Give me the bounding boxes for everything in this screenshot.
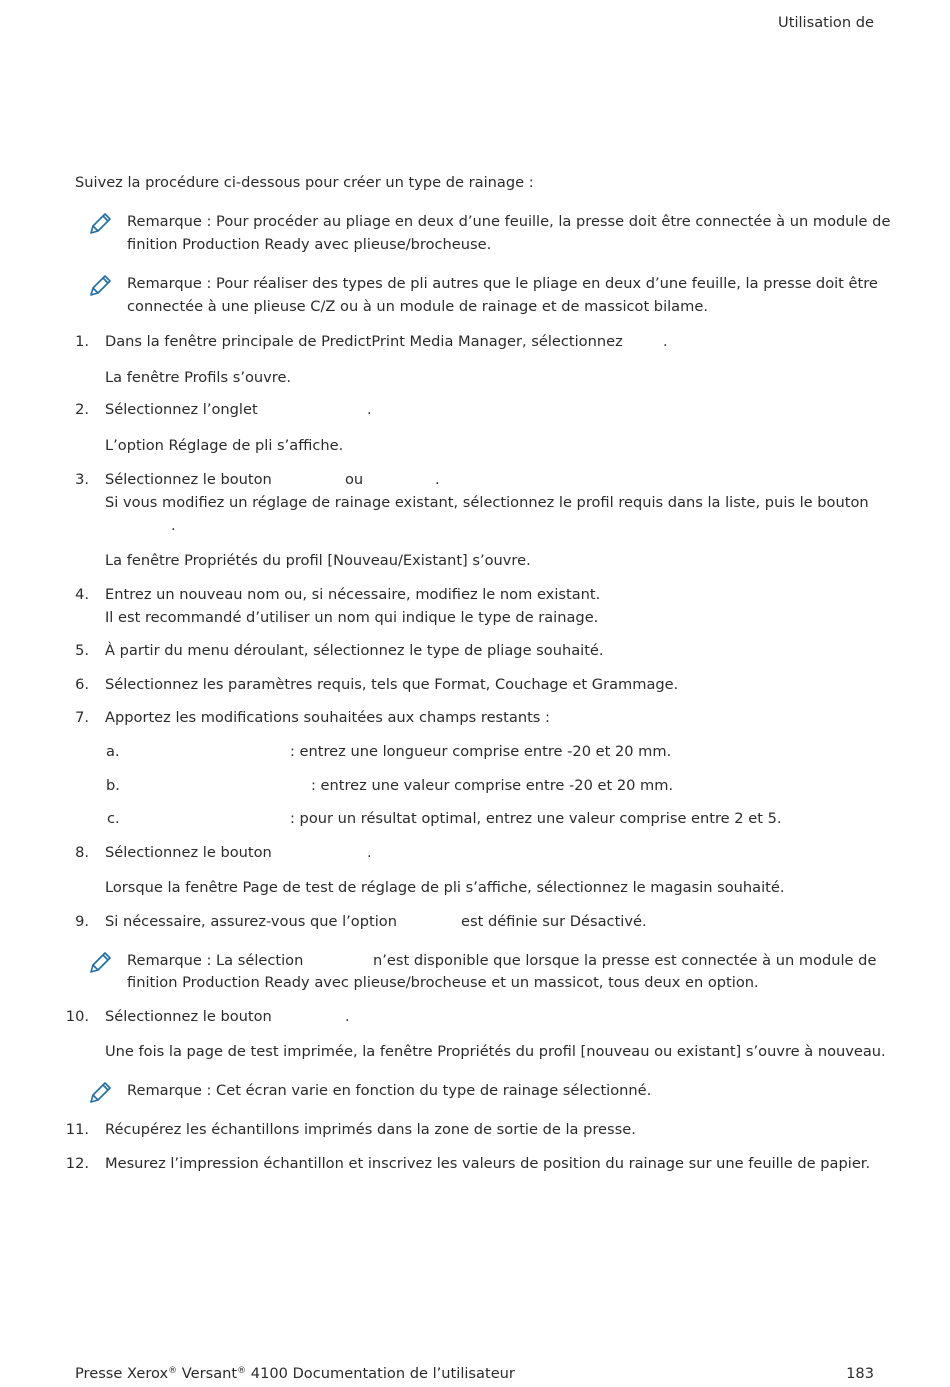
note-2-line-2: connectée à une plieuse C/Z ou à un module de rainage et de massicot bilame. <box>127 298 708 315</box>
step-3-text: Sélectionnez le bouton <box>105 471 272 488</box>
intro-text: Suivez la procédure ci-dessous pour créer un type de rainage : <box>75 174 534 191</box>
note-1-line-2: finition Production Ready avec plieuse/brocheuse. <box>127 236 492 253</box>
step-3-tail: . <box>435 471 440 488</box>
note-pencil-icon <box>87 211 113 237</box>
note-2-line-1: Remarque : Pour réaliser des types de pli autres que le pliage en deux d’une feuille, la presse doit être <box>127 275 878 292</box>
step-number: 8. <box>75 844 89 861</box>
step-number: 7. <box>75 709 89 726</box>
step-1-text: Dans la fenêtre principale de PredictPrint Media Manager, sélectionnez <box>105 333 623 350</box>
step-number: 11. <box>65 1121 89 1138</box>
note-3-line-1b: n’est disponible que lorsque la presse est connectée à un module de <box>373 952 877 969</box>
page-number: 183 <box>846 1365 874 1382</box>
step-number: 9. <box>75 913 89 930</box>
step-3-line-3: . <box>171 517 176 534</box>
step-number: 5. <box>75 642 89 659</box>
step-12-text: Mesurez l’impression échantillon et inscrivez les valeurs de position du rainage sur une feuille de papier. <box>105 1155 871 1172</box>
step-number: 2. <box>75 401 89 418</box>
step-7-text: Apportez les modifications souhaitées aux champs restants : <box>105 709 550 726</box>
footer-document-title: Presse Xerox® Versant® 4100 Documentation de l’utilisateur <box>75 1365 515 1382</box>
step-2-tail: . <box>367 401 372 418</box>
note-3-line-1a: Remarque : La sélection <box>127 952 304 969</box>
substep-letter: a. <box>106 743 120 760</box>
step-4-line-2: Il est recommandé d’utiliser un nom qui indique le type de rainage. <box>105 609 599 626</box>
step-9-tail: est définie sur Désactivé. <box>461 913 647 930</box>
step-10-tail: . <box>345 1008 350 1025</box>
step-4-text: Entrez un nouveau nom ou, si nécessaire, modifiez le nom existant. <box>105 586 601 603</box>
note-4-text: Remarque : Cet écran varie en fonction du type de rainage sélectionné. <box>127 1082 652 1099</box>
step-10-result: Une fois la page de test imprimée, la fenêtre Propriétés du profil [nouveau ou existant] s’ouvre à nouveau. <box>105 1043 886 1060</box>
note-1-line-1: Remarque : Pour procéder au pliage en deux d’une feuille, la presse doit être connectée à un module de <box>127 213 891 230</box>
note-pencil-icon <box>87 1080 113 1106</box>
step-11-text: Récupérez les échantillons imprimés dans la zone de sortie de la presse. <box>105 1121 636 1138</box>
step-3-result: La fenêtre Propriétés du profil [Nouveau/Existant] s’ouvre. <box>105 552 531 569</box>
substep-b-text: : entrez une valeur comprise entre -20 et 20 mm. <box>311 777 674 794</box>
step-number: 3. <box>75 471 89 488</box>
note-pencil-icon <box>87 950 113 976</box>
step-3-line-2: Si vous modifiez un réglage de rainage existant, sélectionnez le profil requis dans la liste, puis le bouton <box>105 494 869 511</box>
step-8-tail: . <box>367 844 372 861</box>
step-5-text: À partir du menu déroulant, sélectionnez le type de pliage souhaité. <box>105 642 604 659</box>
step-number: 4. <box>75 586 89 603</box>
running-header: Utilisation de <box>778 14 874 31</box>
step-number: 10. <box>65 1008 89 1025</box>
step-10-text: Sélectionnez le bouton <box>105 1008 272 1025</box>
note-3-line-2: finition Production Ready avec plieuse/brocheuse et un massicot, tous deux en option. <box>127 974 759 991</box>
step-number: 12. <box>65 1155 89 1172</box>
step-1-tail: . <box>663 333 668 350</box>
step-2-result: L’option Réglage de pli s’affiche. <box>105 437 344 454</box>
substep-letter: c. <box>107 810 120 827</box>
step-9-text: Si nécessaire, assurez-vous que l’option <box>105 913 397 930</box>
substep-c-text: : pour un résultat optimal, entrez une valeur comprise entre 2 et 5. <box>290 810 782 827</box>
step-8-text: Sélectionnez le bouton <box>105 844 272 861</box>
substep-letter: b. <box>106 777 120 794</box>
substep-a-text: : entrez une longueur comprise entre -20 et 20 mm. <box>290 743 672 760</box>
note-pencil-icon <box>87 273 113 299</box>
step-3-mid: ou <box>345 471 364 488</box>
step-2-text: Sélectionnez l’onglet <box>105 401 258 418</box>
step-number: 6. <box>75 676 89 693</box>
step-8-result: Lorsque la fenêtre Page de test de réglage de pli s’affiche, sélectionnez le magasin souhaité. <box>105 879 785 896</box>
step-6-text: Sélectionnez les paramètres requis, tels que Format, Couchage et Grammage. <box>105 676 679 693</box>
step-number: 1. <box>75 333 89 350</box>
step-1-result: La fenêtre Profils s’ouvre. <box>105 369 292 386</box>
